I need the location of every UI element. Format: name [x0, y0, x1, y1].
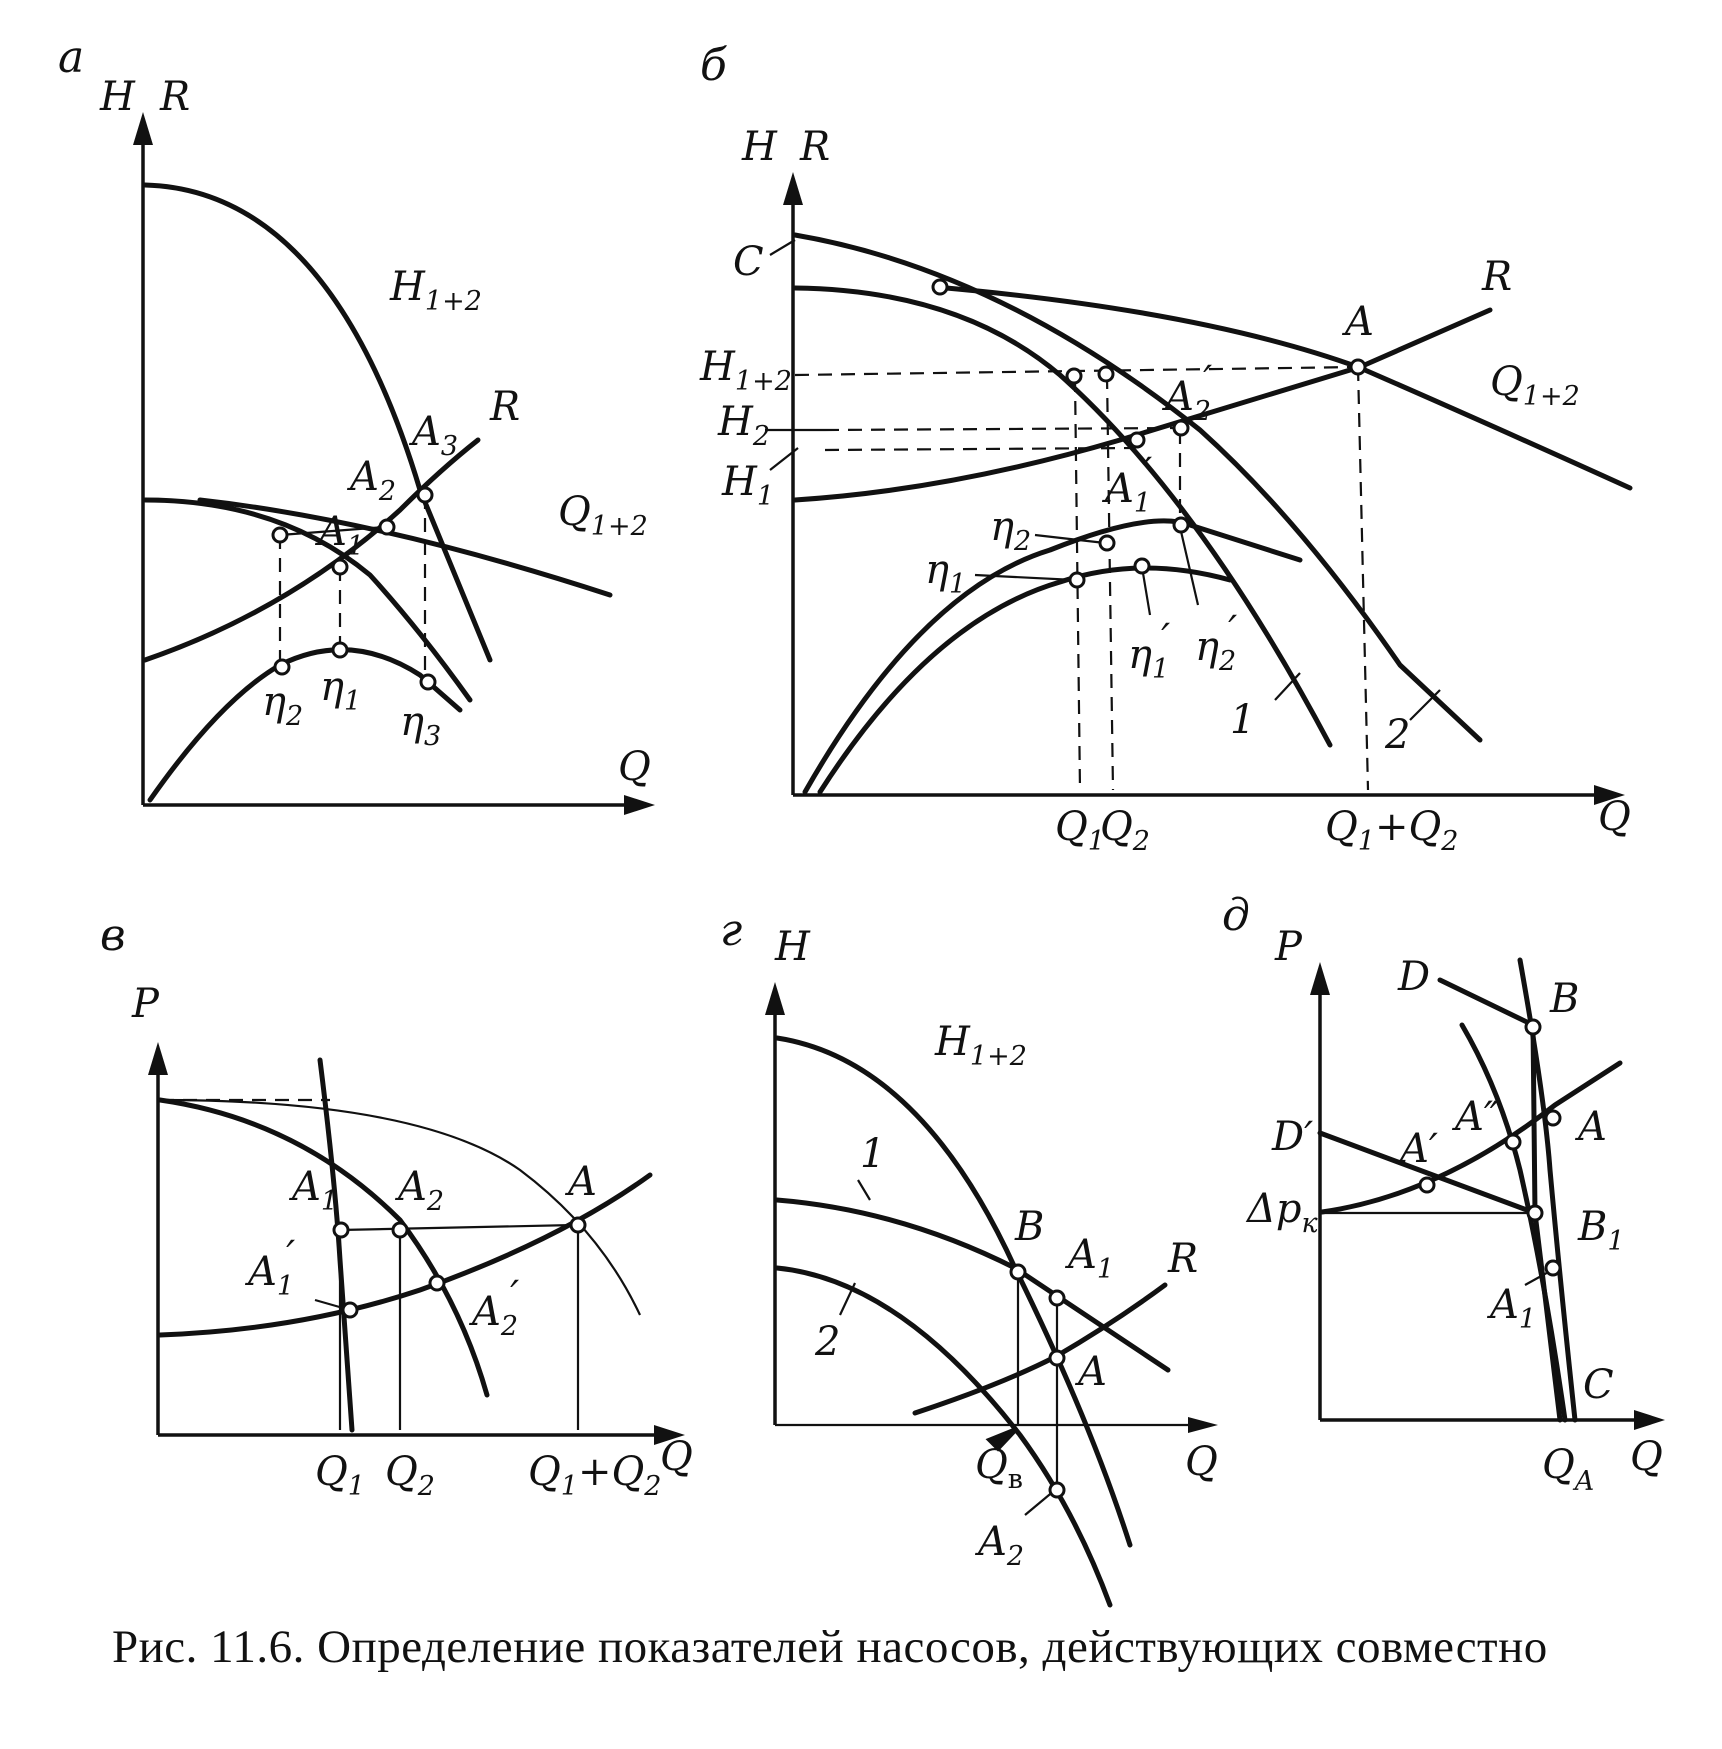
panel-d-point-a	[1546, 1111, 1560, 1125]
panel-v-axis-p: P	[132, 981, 159, 1027]
panel-g-point-a1	[1050, 1291, 1064, 1305]
panel-a-label-eta2: $\eta_2$	[262, 679, 304, 732]
panel-g-y-arrow	[765, 982, 785, 1015]
panel-v-y-arrow	[148, 1042, 168, 1075]
panel-b-label-qsum: $Q_1+Q_2$	[1325, 804, 1459, 857]
panel-d-axis-q: Q	[1630, 1434, 1663, 1480]
panel-g-point-a	[1050, 1351, 1064, 1365]
panel-v-axis-q: Q	[660, 1434, 693, 1480]
panel-a-point-eta3	[421, 675, 435, 689]
panel-b-point-top	[933, 280, 947, 294]
panel-d-y-arrow	[1310, 962, 1330, 995]
panel-v-point-a1p	[343, 1303, 357, 1317]
panel-v-curve-pump1	[320, 1060, 352, 1430]
panel-g-x-arrow	[1188, 1417, 1218, 1433]
panel-v-point-a2	[393, 1223, 407, 1237]
panel-g-label-a2: $A_2$	[978, 1519, 1025, 1572]
panel-d-label-dp: D′	[1272, 1114, 1314, 1160]
panel-a-label-h12: $H_{1+2}$	[390, 264, 482, 317]
panel-g-letter: г	[720, 905, 743, 956]
panel-a	[58, 32, 655, 815]
panel-d-point-ap	[1420, 1178, 1434, 1192]
panel-b-point-eta2	[1100, 536, 1114, 550]
panel-b-vline-q2	[1107, 375, 1113, 790]
panel-a-point-eta1	[333, 643, 347, 657]
panel-b-vline-qs	[1358, 367, 1368, 790]
panel-b-label-eta2p: $\eta_2'$	[1195, 608, 1238, 677]
panel-b-point-eta1p	[1135, 559, 1149, 573]
panel-b-label-q1: $Q_1$	[1055, 804, 1105, 857]
panel-d-label-qa: $Q_A$	[1542, 1442, 1595, 1497]
panel-b-point-h12-b	[1099, 367, 1113, 381]
panel-d-label-b1: $B_1$	[1578, 1204, 1625, 1257]
panel-g-label-b: B	[1015, 1204, 1045, 1250]
panel-d-label-b: B	[1550, 976, 1580, 1022]
panel-d-letter: д	[1222, 890, 1250, 941]
panel-v-label-a: A	[568, 1159, 597, 1205]
panel-a-curve-r	[145, 440, 478, 660]
panel-d-label-a: A	[1578, 1104, 1607, 1150]
panel-v-hline	[340, 1225, 575, 1230]
panel-b-axis-r: R	[800, 124, 831, 170]
panel-g-label-1: 1	[860, 1131, 886, 1177]
panel-b	[699, 40, 1631, 857]
panel-a-label-a2: $A_2$	[350, 454, 397, 507]
panel-g-label-2: 2	[815, 1319, 841, 1365]
panel-a-x-arrow	[624, 795, 655, 815]
panel-v-label-q2: $Q_2$	[385, 1449, 435, 1502]
panel-b-leader-2	[1410, 690, 1440, 720]
panel-a-axis-r: R	[160, 74, 191, 120]
panel-a-label-q12: $Q_{1+2}$	[558, 489, 648, 542]
panel-d-label-ap: A′	[1400, 1126, 1438, 1172]
panel-b-point-h12-a	[1067, 369, 1081, 383]
panel-b-label-h12: $H_{1+2}$	[700, 344, 792, 397]
panel-a-label-r: R	[490, 384, 521, 430]
panel-b-point-a2p	[1174, 421, 1188, 435]
panel-v-label-a1: $A_1$	[292, 1164, 339, 1217]
panel-v-letter: в	[100, 910, 126, 961]
panel-d-point-b1	[1528, 1206, 1542, 1220]
panel-v-curve-pump2	[160, 1100, 487, 1395]
panel-d-curve-mid	[1462, 1025, 1565, 1420]
panel-b-label-a2p: $A_2'$	[1165, 358, 1213, 427]
panel-b-letter: б	[700, 40, 727, 91]
panel-g-label-r: R	[1168, 1236, 1199, 1282]
panel-b-point-a1p	[1130, 433, 1144, 447]
panel-a-label-a3: $A_3$	[412, 409, 459, 462]
panel-d-point-a1	[1546, 1261, 1560, 1275]
panel-v-point-a2p	[430, 1276, 444, 1290]
panel-g-leader-1	[858, 1180, 870, 1200]
panel-d-curve-db	[1440, 980, 1533, 1025]
panel-g-curve-h12	[777, 1038, 1130, 1545]
panel-v-label-a2p: $A_2'$	[472, 1273, 520, 1342]
panel-a-axis-h: H	[100, 74, 135, 120]
panel-b-label-c: C	[733, 239, 764, 285]
panel-b-point-eta2p	[1174, 518, 1188, 532]
panel-b-label-2: 2	[1385, 712, 1411, 758]
panel-d-x-arrow	[1634, 1410, 1665, 1430]
panel-b-label-eta2: $\eta_2$	[990, 504, 1032, 557]
panel-v-label-q1: $Q_1$	[315, 1449, 365, 1502]
panel-v-label-qsum: $Q_1+Q_2$	[528, 1449, 662, 1502]
panel-g-label-a: A	[1078, 1349, 1107, 1395]
panel-v	[100, 910, 693, 1502]
panel-d-point-b	[1526, 1020, 1540, 1034]
panel-b-label-r: R	[1482, 254, 1513, 300]
panel-a-label-eta3: $\eta_3$	[400, 699, 442, 752]
panel-d-point-app	[1506, 1135, 1520, 1149]
panel-v-label-a2: $A_2$	[398, 1164, 445, 1217]
panel-b-point-eta1	[1070, 573, 1084, 587]
panel-g	[720, 905, 1218, 1605]
panel-g-curve-r	[915, 1285, 1165, 1413]
panel-d-label-app: A″	[1455, 1094, 1499, 1140]
panel-g-label-a1: $A_1$	[1068, 1232, 1115, 1285]
panel-a-label-a1: $A_1$	[318, 509, 365, 562]
panel-d-label-dpk: $\Delta p_к$	[1247, 1186, 1318, 1239]
panel-d-axis-p: P	[1275, 924, 1302, 970]
panel-a-y-arrow	[133, 112, 153, 145]
panel-b-hline-h2	[825, 428, 1180, 430]
panel-b-y-arrow	[783, 172, 803, 205]
panel-a-point-a2	[380, 520, 394, 534]
panel-d-label-c: C	[1583, 1362, 1614, 1408]
panel-v-label-a1p: $A_1'$	[248, 1233, 296, 1302]
panel-d	[1222, 890, 1665, 1497]
panel-g-axis-q: Q	[1185, 1439, 1218, 1485]
panel-a-axis-q: Q	[618, 744, 651, 790]
panel-g-label-qb: $Q_в$	[975, 1442, 1023, 1495]
panel-g-point-b	[1011, 1265, 1025, 1279]
panel-b-label-q12: $Q_{1+2}$	[1490, 359, 1580, 412]
panel-b-curve-1	[795, 288, 1330, 745]
panel-a-point-a3	[418, 488, 432, 502]
panel-b-leader-eta2p	[1180, 527, 1198, 605]
panel-a-letter: а	[58, 32, 85, 83]
panel-g-label-h12: $H_{1+2}$	[935, 1019, 1027, 1072]
panel-v-point-a	[571, 1218, 585, 1232]
panel-d-label-a1: $A_1$	[1490, 1282, 1537, 1335]
panel-a-curve-pump-h	[145, 500, 470, 700]
panel-v-point-a1	[334, 1223, 348, 1237]
panel-b-axis-h: H	[742, 124, 777, 170]
panel-b-axis-q: Q	[1598, 794, 1631, 840]
panel-a-point-eta2	[275, 660, 289, 674]
panel-b-label-h1: $H_1$	[722, 459, 775, 512]
panel-b-label-1: 1	[1230, 697, 1256, 743]
panel-b-label-a1p: $A_1'$	[1105, 450, 1153, 519]
panel-b-label-q2: $Q_2$	[1100, 804, 1150, 857]
panel-b-label-a: A	[1345, 299, 1374, 345]
panel-d-label-d: D	[1398, 954, 1431, 1000]
panel-b-label-h2: $H_2$	[718, 399, 771, 452]
panel-a-point-left	[273, 528, 287, 542]
panel-g-axis-h: H	[775, 924, 810, 970]
figure-caption: Рис. 11.6. Определение показателей насосов, действующих совместно	[112, 1621, 1548, 1673]
panel-a-point-a1	[333, 560, 347, 574]
panel-b-label-eta1: $\eta_1$	[925, 547, 967, 600]
panel-b-point-a	[1351, 360, 1365, 374]
panel-g-point-a2	[1050, 1483, 1064, 1497]
panel-a-label-eta1: $\eta_1$	[320, 664, 362, 717]
panel-b-label-eta1p: $\eta_1'$	[1128, 616, 1171, 685]
